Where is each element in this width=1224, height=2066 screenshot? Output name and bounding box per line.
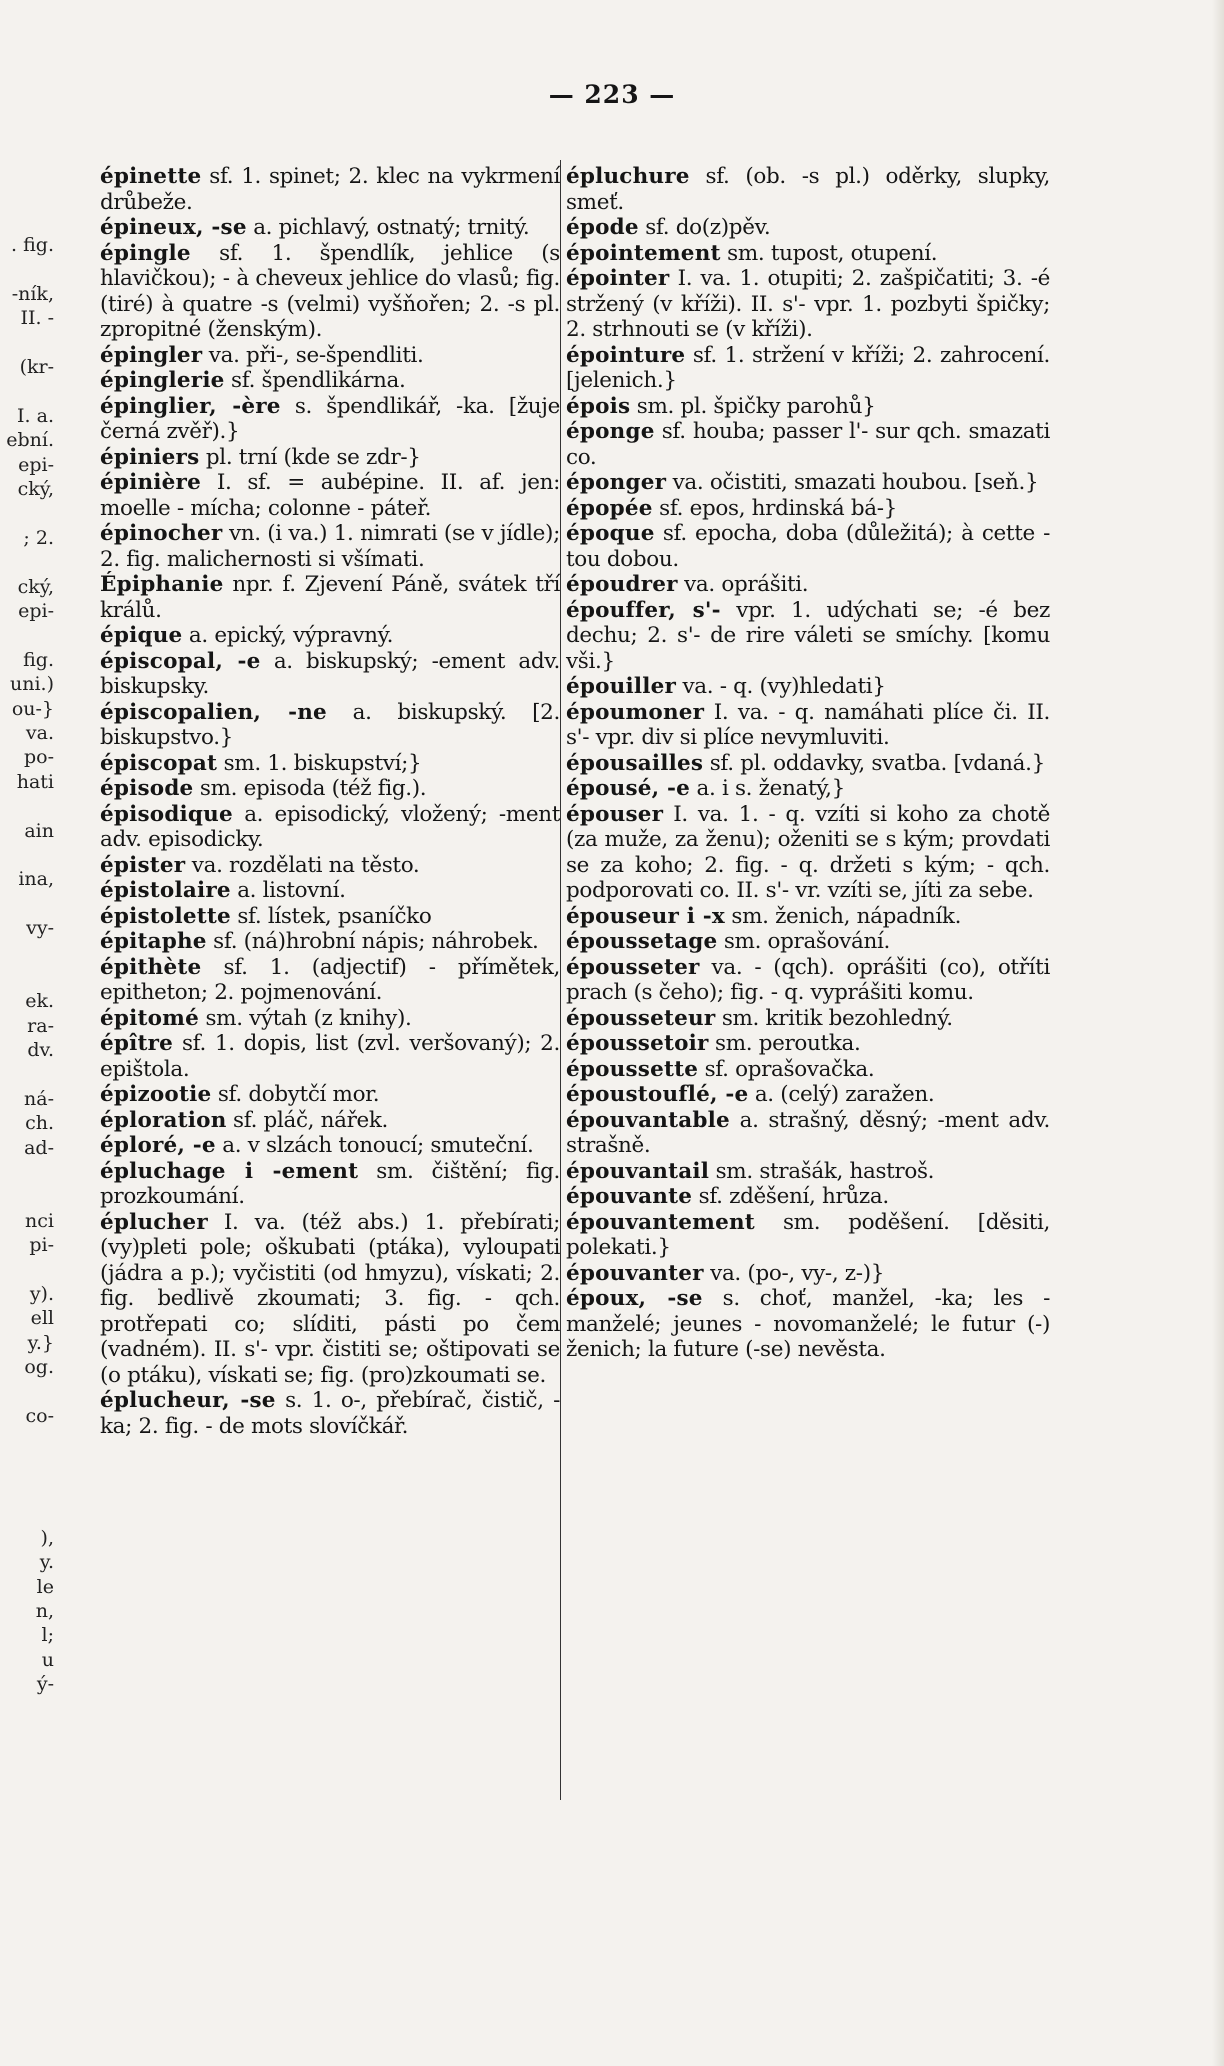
entry-definition: s. 1. o-, přebírač, čistič, -ka; 2. fig. - de mots slovíčkář. (100, 1388, 560, 1439)
margin-fragment (0, 184, 54, 208)
entry-headword: épouseur i -x (566, 903, 725, 929)
entry-definition: sf. (ob. -s pl.) oděrky, slupky, smeť. (566, 164, 1050, 215)
entry-definition: sf. dobytčí mor. (211, 1082, 380, 1107)
dictionary-entry (100, 623, 560, 649)
margin-fragment: ad- (24, 1136, 54, 1159)
entry-headword: épineux, -se (100, 215, 247, 240)
margin-fragment: II. - (20, 307, 54, 330)
left-margin-fragments (0, 160, 54, 1697)
margin-fragment: cký, (17, 575, 54, 598)
entry-headword: épithète (100, 954, 202, 980)
dictionary-column-right (566, 164, 1050, 1363)
dictionary-entry (100, 1210, 560, 1389)
margin-fragment (0, 623, 54, 647)
margin-fragment: le (36, 1575, 54, 1598)
entry-definition: s. špendlikář, -ka. [žuje černá zvěř).} (100, 393, 560, 444)
entry-definition: sm. 1. biskupství;} (217, 750, 422, 776)
margin-fragment: uni.) (9, 673, 54, 696)
entry-headword: épousseteur (566, 1005, 716, 1031)
entry-headword: épinglerie (100, 368, 225, 393)
entry-definition: I. sf. = aubépine. II. af. jen: moelle - mícha; colonne - páteř. (100, 470, 560, 521)
margin-fragment (0, 1477, 54, 1501)
margin-fragment: ou-} (11, 697, 54, 720)
margin-fragment: l; (41, 1624, 54, 1647)
entry-headword: époussetage (566, 929, 718, 954)
margin-fragment: ební. (6, 429, 54, 452)
entry-definition: a. v slzách tonoucí; smuteční. (215, 1133, 534, 1158)
entry-definition: va. rozdělati na těsto. (185, 852, 420, 878)
entry-headword: épinette (100, 164, 202, 189)
margin-fragment: ina, (18, 868, 54, 891)
dictionary-entry (100, 1082, 560, 1108)
entry-headword: époussette (566, 1056, 699, 1082)
margin-fragment (0, 258, 54, 282)
margin-fragment (0, 1184, 54, 1208)
dictionary-entry (566, 470, 1050, 496)
margin-fragment: ch. (25, 1112, 54, 1135)
page-number: — 223 — (548, 80, 676, 109)
entry-definition: a. i s. ženatý,} (690, 776, 845, 801)
entry-headword: époux, -se (566, 1286, 703, 1311)
dictionary-entry (566, 1184, 1050, 1210)
entry-headword: époque (566, 521, 655, 546)
entry-headword: épointer (566, 266, 670, 291)
entry-headword: époussetoir (566, 1031, 709, 1056)
margin-fragment: ), (40, 1526, 54, 1549)
margin-fragment (0, 1501, 54, 1525)
dictionary-entry (566, 700, 1050, 751)
dictionary-entry (566, 164, 1050, 215)
margin-fragment (0, 941, 54, 965)
margin-fragment (0, 209, 54, 233)
margin-fragment: og. (24, 1356, 54, 1379)
entry-definition: a. listovní. (230, 878, 346, 903)
entry-headword: Épiphanie (100, 572, 224, 597)
entry-definition: sm. peroutka. (708, 1031, 861, 1056)
entry-definition: sm. tupost, otupení. (720, 240, 938, 266)
margin-fragment: pi- (29, 1234, 54, 1257)
margin-fragment: dv. (27, 1039, 54, 1062)
dictionary-entry (566, 802, 1050, 904)
margin-fragment (0, 1428, 54, 1452)
entry-definition: a. strašný, děsný; -ment adv. strašně. (566, 1107, 1050, 1158)
entry-headword: éplucher (100, 1209, 208, 1235)
dictionary-entry (100, 700, 560, 751)
entry-headword: époustouflé, -e (566, 1082, 749, 1107)
dictionary-entry (566, 419, 1050, 470)
entry-definition: sm. oprašování. (717, 929, 890, 954)
dictionary-entry (100, 1031, 560, 1082)
entry-definition: s. choť, manžel, -ka; les - manželé; jeunes - novomanželé; le futur (-) ženich; la future (-se) nevěsta. (566, 1286, 1050, 1362)
dictionary-entry (100, 394, 560, 445)
dictionary-entry (566, 572, 1050, 598)
entry-headword: épître (100, 1031, 174, 1056)
entry-definition: pl. trní (kde se zdr-} (199, 444, 421, 470)
margin-fragment: vy- (26, 917, 54, 940)
dictionary-entry (566, 1159, 1050, 1185)
margin-fragment (0, 1160, 54, 1184)
margin-fragment: ý- (36, 1673, 54, 1696)
entry-definition: sf. 1. dopis, list (zvl. veršovaný); 2. epištola. (100, 1031, 560, 1082)
entry-headword: épisode (100, 776, 194, 801)
entry-headword: épointure (566, 342, 686, 368)
dictionary-entry (566, 1031, 1050, 1057)
entry-headword: épousseter (566, 954, 700, 980)
dictionary-entry (566, 598, 1050, 675)
dictionary-entry (566, 1006, 1050, 1032)
entry-headword: épouffer, s'- (566, 597, 721, 623)
margin-fragment: ná- (24, 1087, 54, 1110)
entry-definition: sm. poděšení. [děsiti, polekati.} (566, 1209, 1050, 1260)
entry-definition: va. - q. (vy)hledati} (676, 674, 886, 699)
margin-fragment: (kr- (19, 356, 54, 379)
entry-definition: sm. ženich, nápadník. (724, 903, 962, 929)
entry-headword: épister (100, 852, 186, 878)
dictionary-entry (100, 853, 560, 879)
entry-headword: épointement (566, 240, 721, 266)
margin-fragment: fig. (23, 648, 54, 671)
dictionary-entry (100, 1133, 560, 1159)
margin-fragment (0, 501, 54, 525)
margin-fragment: hati (16, 770, 54, 793)
entry-headword: épistolaire (100, 878, 231, 903)
margin-fragment (0, 160, 54, 184)
dictionary-entry (566, 1108, 1050, 1159)
dictionary-entry (566, 751, 1050, 777)
dictionary-entry (100, 1159, 560, 1210)
dictionary-entry (100, 649, 560, 700)
dictionary-entry (566, 496, 1050, 522)
dictionary-entry (100, 776, 560, 802)
entry-definition: npr. f. Zjevení Páně, svátek tří králů. (100, 572, 560, 623)
entry-headword: épinière (100, 470, 201, 495)
dictionary-entry (566, 674, 1050, 700)
dictionary-entry (100, 241, 560, 343)
entry-headword: épousé, -e (566, 776, 691, 801)
entry-headword: épiscopal, -e (100, 648, 261, 674)
margin-fragment: va. (25, 721, 54, 744)
dictionary-entry (100, 878, 560, 904)
entry-definition: va. oprášiti. (677, 572, 809, 597)
entry-headword: épois (566, 393, 631, 419)
entry-definition: a. biskupský. [2. biskupstvo.} (100, 699, 560, 750)
entry-headword: épiscopalien, -ne (100, 699, 327, 725)
margin-fragment: ra- (27, 1014, 54, 1037)
entry-definition: sf. 1. stržení v kříži; 2. zahrocení. [jelenich.} (566, 342, 1050, 393)
entry-headword: éponger (566, 470, 667, 495)
entry-headword: épopée (566, 495, 653, 521)
entry-definition: I. va. 1. otupiti; 2. zašpičatiti; 3. -é stržený (v kříži). II. s'- vpr. 1. pozbyti špičky; 2. strhnouti se (v kříži). (566, 266, 1050, 342)
entry-headword: épluchure (566, 164, 690, 189)
entry-headword: épitaphe (100, 929, 207, 954)
entry-definition: sf. oprašovačka. (698, 1056, 875, 1082)
entry-headword: épizootie (100, 1082, 212, 1107)
column-divider (560, 160, 561, 1800)
entry-headword: épistolette (100, 903, 231, 929)
margin-fragment (0, 1453, 54, 1477)
dictionary-entry (100, 1006, 560, 1032)
dictionary-entry (566, 1082, 1050, 1108)
dictionary-entry (100, 1388, 560, 1439)
entry-definition: sm. čištění; fig. prozkoumání. (100, 1158, 561, 1209)
dictionary-entry (100, 445, 560, 471)
margin-fragment: y.} (27, 1331, 54, 1354)
entry-definition: sf. lístek, psaníčko (230, 903, 432, 929)
dictionary-entry (566, 521, 1050, 572)
entry-headword: éploration (100, 1107, 227, 1133)
entry-headword: épouser (566, 801, 664, 827)
dictionary-entry (566, 343, 1050, 394)
entry-headword: époumoner (566, 699, 705, 725)
entry-headword: épouvantail (566, 1158, 710, 1184)
dictionary-entry (100, 215, 560, 241)
entry-headword: épitomé (100, 1005, 199, 1031)
entry-definition: a. (celý) zaražen. (748, 1082, 935, 1107)
entry-definition: sm. episoda (též fig.). (193, 776, 427, 801)
dictionary-entry (100, 929, 560, 955)
margin-fragment: . fig. (11, 234, 54, 257)
margin-fragment: co- (25, 1404, 54, 1427)
entry-definition: sf. (ná)hrobní nápis; náhrobek. (206, 929, 539, 954)
entry-definition: a. biskupský; -ement adv. biskupsky. (100, 648, 560, 699)
entry-definition: sf. 1. (adjectif) - přímětek, epitheton; 2. pojmenování. (100, 954, 560, 1005)
entry-definition: I. va. (též abs.) 1. přebírati; (vy)pleti pole; oškubati (ptáka), vyloupati (jádra a p.); vyčistiti (od hmyzu), vískati; 2. fig. bedlivě zkoumati; 3. fig. - qch. protřepati co; slíditi, pásti po čem (vadném). II. s'- vpr. čistiti se; oštipovati se (o ptáku), vískati se; fig. (pro)zkoumati se. (100, 1209, 560, 1388)
entry-headword: épingler (100, 342, 203, 368)
entry-headword: épouvantable (566, 1107, 730, 1133)
entry-headword: éplucheur, -se (100, 1388, 276, 1413)
entry-headword: époudrer (566, 572, 678, 597)
entry-headword: épique (100, 623, 183, 648)
margin-fragment: nci (25, 1209, 54, 1232)
dictionary-entry (100, 904, 560, 930)
dictionary-entry (100, 521, 560, 572)
dictionary-entry (100, 955, 560, 1006)
margin-fragment: -ník, (11, 282, 54, 305)
dictionary-entry (566, 955, 1050, 1006)
margin-fragment: ek. (25, 990, 54, 1013)
entry-definition: a. pichlavý, ostnatý; trnitý. (246, 215, 530, 240)
entry-headword: éponge (566, 419, 655, 444)
entry-headword: épiniers (100, 444, 200, 470)
dictionary-entry (566, 1210, 1050, 1261)
dictionary-entry (566, 904, 1050, 930)
margin-fragment (0, 794, 54, 818)
entry-headword: épingle (100, 240, 191, 266)
margin-fragment: n, (35, 1600, 54, 1623)
entry-definition: va. - (qch). oprášiti (co), otříti prach (s čeho); fig. - q. vyprášiti komu. (566, 954, 1050, 1005)
margin-fragment: ell (30, 1307, 54, 1330)
margin-fragment (0, 331, 54, 355)
entry-headword: éploré, -e (100, 1133, 216, 1158)
entry-definition: sm. pl. špičky parohů} (630, 393, 876, 419)
entry-definition: sf. epocha, doba (důležitá); à cette - tou dobou. (566, 521, 1050, 572)
entry-headword: épinglier, -ère (100, 393, 281, 419)
entry-definition: sf. zděšení, hrůza. (692, 1184, 889, 1209)
entry-definition: vpr. 1. udýchati se; -é bez dechu; 2. s'- de rire váleti se smíchy. [komu vši.} (566, 597, 1050, 674)
margin-fragment (0, 892, 54, 916)
entry-definition: sm. výtah (z knihy). (198, 1005, 412, 1031)
margin-fragment (0, 1380, 54, 1404)
dictionary-entry (100, 470, 560, 521)
margin-fragment (0, 843, 54, 867)
entry-definition: a. episodický, vložený; -ment adv. episodicky. (100, 801, 560, 852)
entry-headword: épisodique (100, 801, 233, 827)
entry-definition: va. (po-, vy-, z-)} (703, 1260, 885, 1286)
entry-definition: sm. kritik bezohledný. (715, 1005, 953, 1031)
entry-headword: épouvantement (566, 1209, 755, 1235)
entry-headword: épouiller (566, 674, 676, 699)
margin-fragment (0, 965, 54, 989)
dictionary-entry (566, 776, 1050, 802)
entry-definition: va. při-, se-špendliti. (202, 342, 424, 368)
dictionary-entry (566, 266, 1050, 343)
dictionary-entry (566, 1261, 1050, 1287)
margin-fragment: po- (23, 746, 54, 769)
entry-headword: épousailles (566, 750, 704, 776)
entry-definition: vn. (i va.) 1. nimrati (se v jídle); 2. fig. malichernosti si všímati. (100, 521, 560, 572)
margin-fragment (0, 380, 54, 404)
entry-headword: épode (566, 215, 639, 240)
entry-definition: sf. 1. špendlík, jehlice (s hlavičkou); - à cheveux jehlice do vlasů; fig. (tiré) à quatre -s (velmi) vyšňořen; 2. -s pl. zpropitné (ženským). (100, 240, 560, 342)
dictionary-entry (566, 394, 1050, 420)
margin-fragment: ; 2. (23, 526, 54, 549)
page-edge-shadow (1212, 0, 1224, 2066)
entry-definition: a. epický, výpravný. (182, 623, 394, 648)
entry-definition: sf. špendlikárna. (224, 368, 406, 393)
entry-definition: sf. epos, hrdinská bá-} (652, 495, 897, 521)
entry-definition: sf. pláč, nářek. (226, 1107, 389, 1133)
entry-definition: sf. 1. spinet; 2. klec na vykrmení drůbeže. (100, 164, 560, 215)
margin-fragment: ain (24, 819, 54, 842)
entry-headword: épiscopat (100, 750, 218, 776)
dictionary-entry (100, 164, 560, 215)
margin-fragment: y. (39, 1551, 54, 1574)
entry-definition: va. očistiti, smazati houbou. [seň.} (666, 470, 1039, 495)
dictionary-entry (100, 802, 560, 853)
margin-fragment: I. a. (17, 404, 54, 427)
entry-headword: épouvanter (566, 1260, 704, 1286)
margin-fragment (0, 1062, 54, 1086)
dictionary-column-left (100, 164, 560, 1439)
dictionary-entry (100, 751, 560, 777)
margin-fragment: y). (29, 1282, 54, 1305)
dictionary-entry (566, 241, 1050, 267)
dictionary-entry (566, 215, 1050, 241)
entry-definition: I. va. - q. namáhati plíce či. II. s'- vpr. div si plíce nevymluviti. (566, 699, 1050, 750)
margin-fragment: u (41, 1648, 54, 1671)
margin-fragment: epi- (18, 600, 54, 623)
entry-definition: sf. do(z)pěv. (638, 215, 771, 240)
entry-headword: épouvante (566, 1184, 693, 1209)
entry-headword: épinocher (100, 521, 223, 546)
entry-definition: sf. houba; passer l'- sur qch. smazati co. (566, 419, 1050, 470)
margin-fragment: epi- (18, 453, 54, 476)
margin-fragment (0, 1258, 54, 1282)
dictionary-entry (100, 368, 560, 394)
dictionary-entry (100, 343, 560, 369)
margin-fragment: cký, (17, 478, 54, 501)
dictionary-entry (566, 1286, 1050, 1363)
margin-fragment (0, 550, 54, 574)
entry-definition: sf. pl. oddavky, svatba. [vdaná.} (703, 750, 1045, 776)
entry-definition: sm. strašák, hastroš. (709, 1158, 935, 1184)
entry-headword: épluchage i -ement (100, 1158, 359, 1184)
dictionary-entry (100, 1108, 560, 1134)
entry-definition: I. va. 1. - q. vzíti si koho za chotě (za muže, za ženu); oženiti se s kým; provdati se za koho; 2. fig. - q. držeti s kým; - qch. podporovati co. II. s'- vr. vzíti se, jíti za sebe. (566, 801, 1050, 903)
dictionary-entry (100, 572, 560, 623)
dictionary-entry (566, 929, 1050, 955)
dictionary-entry (566, 1057, 1050, 1083)
